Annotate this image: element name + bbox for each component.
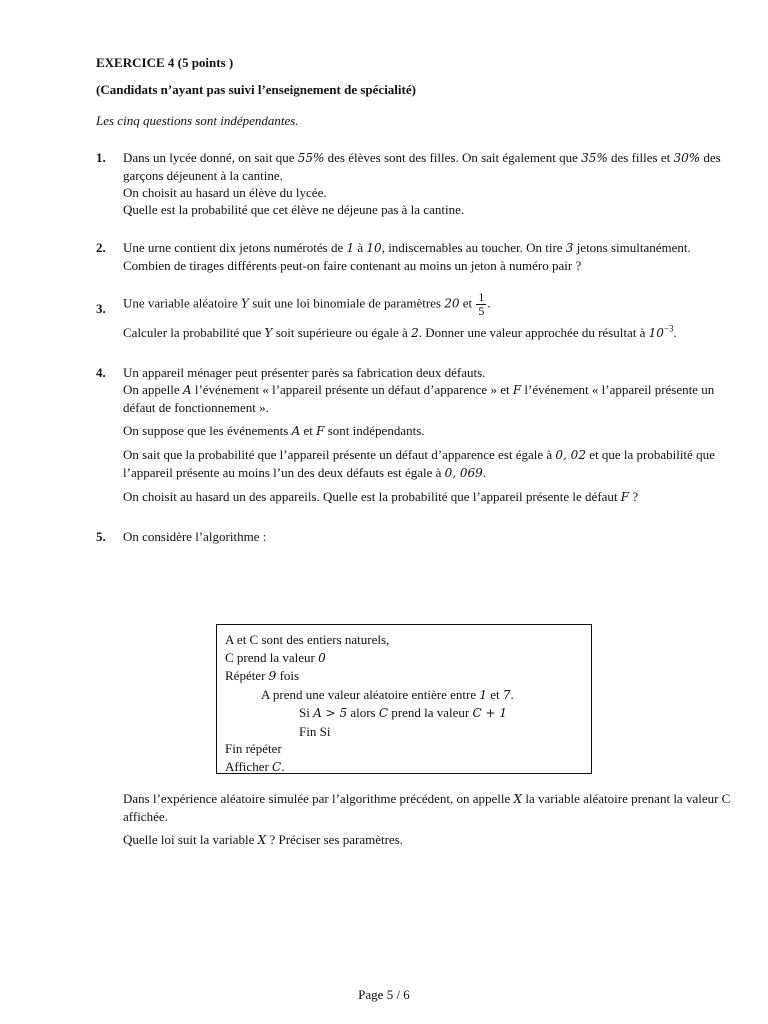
exercise-subtitle: (Candidats n’ayant pas suivi l’enseignement de spécialité) xyxy=(96,82,416,97)
math-value: 0, 02 xyxy=(555,448,586,462)
question-text: On considère l’algorithme : xyxy=(123,529,267,544)
exercise-page xyxy=(96,54,731,847)
question-text xyxy=(123,831,753,849)
math-value: X xyxy=(513,792,523,806)
math-value: Y xyxy=(264,326,273,340)
text-run: fois xyxy=(276,668,300,683)
math-value: 9 xyxy=(268,669,277,683)
text-run: . xyxy=(482,465,487,480)
question-4 xyxy=(96,364,726,506)
text-run: jetons simultanément. xyxy=(573,240,691,255)
question-5 xyxy=(96,528,726,545)
text-run: A prend une valeur aléatoire entière entre xyxy=(261,686,480,702)
text-run: alors xyxy=(347,705,379,720)
math-value: A > 5 xyxy=(313,706,348,720)
text-run: Quelle loi suit la variable xyxy=(123,832,258,847)
text-run: et xyxy=(300,423,317,438)
question-text xyxy=(123,488,726,506)
text-run: et xyxy=(487,686,503,702)
algo-line: A et C sont des entiers naturels, xyxy=(225,632,390,647)
text-run: l’événement « l’appareil présente un défaut d’apparence » et xyxy=(191,382,513,397)
text-run: Combien de tirages différents peut-on faire contenant au moins un jeton à numéro pair ? xyxy=(123,258,582,273)
text-run: . xyxy=(673,325,677,340)
text-run: , indiscernables au toucher. On tire xyxy=(381,240,566,255)
text-run: la variable aléatoire prenant la valeur C affichée. xyxy=(123,791,731,824)
question-number: 2. xyxy=(96,240,106,255)
math-value: 0 xyxy=(318,650,326,665)
question-text xyxy=(123,324,726,342)
math-value: 0, 069 xyxy=(444,466,483,480)
math-value: 1 xyxy=(346,241,355,255)
question-2 xyxy=(96,239,726,274)
text-run: à xyxy=(354,240,367,255)
text-run: des filles et xyxy=(607,150,674,165)
page-number: Page 5 / 6 xyxy=(358,987,410,1002)
text-run: Un appareil ménager peut présenter parès sa fabrication deux défauts. xyxy=(123,365,486,380)
math-value: 10 xyxy=(648,326,664,340)
text-run: . xyxy=(510,686,514,702)
text-run: sont indépendants. xyxy=(324,423,425,438)
question-5-followup xyxy=(96,790,753,849)
text-run: des garçons déjeunent à la cantine. xyxy=(123,150,721,183)
fraction-numerator: 1 xyxy=(478,290,485,304)
text-run: Dans l’expérience aléatoire simulée par l’algorithme précédent, on appelle xyxy=(123,791,514,806)
algo-line: Fin répéter xyxy=(225,741,282,756)
text-run: des élèves sont des filles. On sait également que xyxy=(324,150,582,165)
text-run: Dans un lycée donné, on sait que xyxy=(123,150,298,165)
algo-line xyxy=(225,667,583,686)
question-number: 5. xyxy=(96,529,106,544)
math-value: F xyxy=(512,383,522,397)
question-1 xyxy=(96,149,726,218)
algo-line xyxy=(225,704,583,723)
text-run: suit une loi binomiale de paramètres xyxy=(248,295,445,311)
fraction-denominator: 5 xyxy=(478,304,485,318)
algo-line xyxy=(225,686,583,705)
math-value: F xyxy=(316,424,325,438)
math-value: Y xyxy=(241,296,249,311)
question-number: 1. xyxy=(96,150,106,165)
text-run: On appelle xyxy=(123,382,183,397)
math-value: 3 xyxy=(565,241,574,255)
math-value: 30% xyxy=(673,151,701,165)
text-run: Quelle est la probabilité que cet élève ne déjeune pas à la cantine. xyxy=(123,202,465,217)
math-value: F xyxy=(620,490,630,504)
math-value: C xyxy=(378,706,389,720)
question-text xyxy=(123,149,726,218)
text-run: . Donner une valeur approchée du résultat à xyxy=(418,325,649,340)
text-run: ? Préciser ses paramètres. xyxy=(266,832,404,847)
text-run: l’événement « l’appareil présente un défaut de fonctionnement ». xyxy=(123,382,715,415)
text-run: soit supérieure ou égale à xyxy=(272,325,412,340)
text-run: et que la probabilité que l’appareil présente au moins l’un des deux défauts est égale à xyxy=(123,447,715,480)
text-run: On sait que la probabilité que l’appareil présente un défaut d’apparence est égale à xyxy=(123,447,556,462)
question-number: 4. xyxy=(96,365,106,380)
math-value: A xyxy=(182,383,192,397)
text-run: C prend la valeur xyxy=(225,649,319,665)
math-value: 10 xyxy=(366,241,382,255)
algo-line xyxy=(225,758,583,777)
math-value: 55% xyxy=(297,151,325,165)
math-value: C + 1 xyxy=(472,706,508,720)
math-value: 7 xyxy=(502,687,511,702)
question-text xyxy=(123,239,726,274)
question-text xyxy=(123,422,726,440)
algo-line: Fin Si xyxy=(299,723,331,739)
exercise-intro: Les cinq questions sont indépendantes. xyxy=(96,113,299,128)
math-exponent: −3 xyxy=(663,323,674,334)
math-value: 20 xyxy=(444,296,460,311)
text-run: prend la valeur xyxy=(388,705,473,720)
question-text xyxy=(123,446,726,482)
text-run: . xyxy=(281,758,285,774)
algorithm-box xyxy=(216,624,592,774)
text-run: Une variable aléatoire xyxy=(123,295,242,311)
text-run: Si xyxy=(299,705,314,720)
question-text xyxy=(123,291,726,318)
question-number: 3. xyxy=(96,301,106,316)
math-value: 1 xyxy=(479,687,487,702)
fraction xyxy=(476,291,486,318)
exercise-title: EXERCICE 4 (5 points ) xyxy=(96,55,234,70)
question-text xyxy=(123,364,726,416)
math-value: C xyxy=(272,759,282,774)
question-text xyxy=(123,790,753,825)
text-run: Afficher xyxy=(225,758,273,774)
text-run: On suppose que les événements xyxy=(123,423,292,438)
text-run: ? xyxy=(629,489,639,504)
text-run: Calculer la probabilité que xyxy=(123,325,265,340)
text-run: . xyxy=(487,295,491,311)
math-value: 2 xyxy=(411,326,419,340)
text-run: On choisit au hasard un des appareils. Quelle est la probabilité que l’appareil présente le défaut xyxy=(123,489,621,504)
math-value: A xyxy=(291,424,301,438)
math-value: X xyxy=(257,833,267,847)
text-run: Une urne contient dix jetons numérotés de xyxy=(123,240,347,255)
text-run: et xyxy=(459,295,476,311)
text-run: Répéter xyxy=(225,668,269,683)
text-run: On choisit au hasard un élève du lycée. xyxy=(123,185,327,200)
question-3 xyxy=(96,291,726,342)
math-value: 35% xyxy=(581,151,608,165)
algo-line xyxy=(225,649,583,668)
